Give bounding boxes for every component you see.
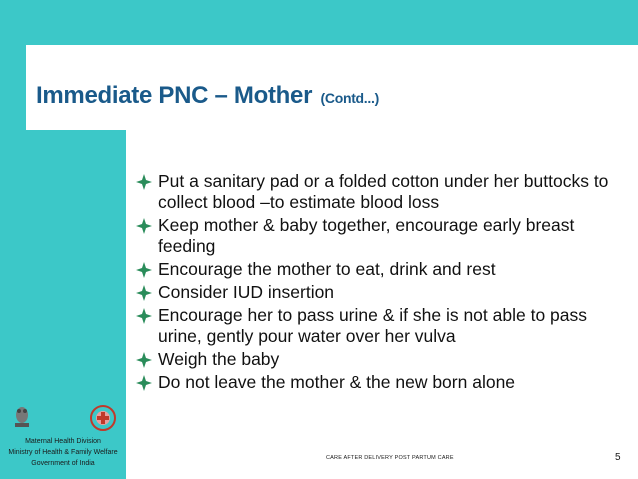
bullet-item — [136, 349, 616, 370]
bullet-item — [136, 372, 616, 393]
footer-caption: CARE AFTER DELIVERY POST PARTUM CARE — [326, 455, 454, 461]
org-line: Ministry of Health & Family Welfare — [8, 449, 118, 456]
diamond-bullet-icon — [136, 308, 152, 324]
mohfw-logo-icon — [90, 405, 116, 431]
bullet-list — [136, 171, 616, 395]
org-line: Maternal Health Division — [25, 438, 101, 445]
diamond-bullet-icon — [136, 218, 152, 234]
diamond-bullet-icon — [136, 262, 152, 278]
slide-title — [36, 82, 379, 110]
bullet-item — [136, 215, 616, 257]
diamond-bullet-icon — [136, 375, 152, 391]
bullet-text: Consider IUD insertion — [158, 282, 335, 302]
national-emblem-icon — [12, 403, 32, 429]
bullet-item — [136, 171, 616, 213]
bullet-text: Weigh the baby — [158, 349, 280, 369]
diamond-bullet-icon — [136, 174, 152, 190]
org-line: Government of India — [31, 460, 95, 467]
title-main: Immediate PNC – Mother — [36, 82, 313, 109]
bullet-text: Encourage her to pass urine & if she is not able to pass urine, gently pour water over her vulva — [158, 305, 588, 346]
bullet-item — [136, 259, 616, 280]
diamond-bullet-icon — [136, 352, 152, 368]
bullet-text: Keep mother & baby together, encourage early breast feeding — [158, 215, 575, 256]
diamond-bullet-icon — [136, 285, 152, 301]
page-number: 5 — [615, 452, 621, 463]
bullet-text: Do not leave the mother & the new born alone — [158, 372, 516, 392]
bullet-item — [136, 282, 616, 303]
org-credit — [0, 436, 126, 469]
bullet-text: Encourage the mother to eat, drink and rest — [158, 259, 496, 279]
title-sub: (Contd...) — [320, 90, 379, 106]
bullet-text: Put a sanitary pad or a folded cotton under her buttocks to collect blood –to estimate blood loss — [158, 171, 609, 212]
bullet-item — [136, 305, 616, 347]
